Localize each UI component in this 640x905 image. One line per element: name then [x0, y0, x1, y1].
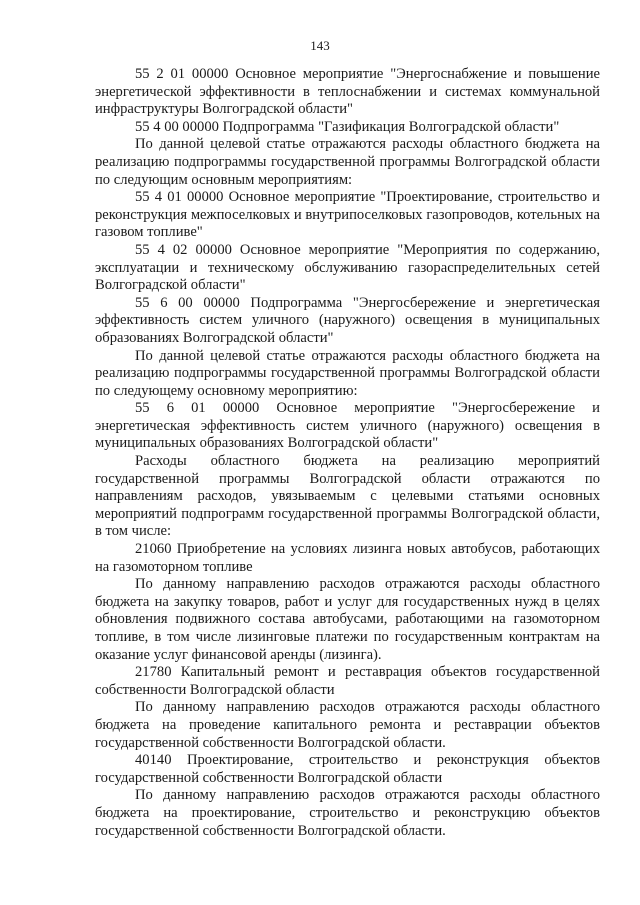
paragraph: 55 4 01 00000 Основное мероприятие "Проектирование, строительство и реконструкция межпоселковых и внутрипоселковых газопроводов, котельных на газовом топливе" [95, 189, 600, 241]
paragraph: 21780 Капитальный ремонт и реставрация объектов государственной собственности Волгоградской области [95, 664, 600, 698]
paragraph: 55 2 01 00000 Основное мероприятие "Энергоснабжение и повышение энергетической эффективности в теплоснабжении и системах коммунальной инфраструктуры Волгоградской области" [95, 66, 600, 118]
paragraph: Расходы областного бюджета на реализацию мероприятий государственной программы Волгоградской области отражаются по направлениям расходов, увязываемым с целевыми статьями основных мероприятий подпрограмм государственной программы Волгоградской области, в том числе: [95, 453, 600, 540]
paragraph: По данной целевой статье отражаются расходы областного бюджета на реализацию подпрограммы государственной программы Волгоградской области по следующему основному мероприятию: [95, 347, 600, 399]
paragraph: 55 4 00 00000 Подпрограмма "Газификация Волгоградской области" [135, 118, 560, 135]
paragraph: По данному направлению расходов отражаются расходы областного бюджета на проектирование, строительство и реконструкцию объектов государственной собственности Волгоградской области. [95, 787, 600, 839]
paragraph: 55 6 00 00000 Подпрограмма "Энергосбережение и энергетическая эффективность систем уличного (наружного) освещения в муниципальных образованиях Волгоградской области" [95, 294, 600, 346]
paragraph: По данному направлению расходов отражаются расходы областного бюджета на закупку товаров, работ и услуг для государственных нужд в целях обновления подвижного состава автобусами, работающими на газомоторном топливе, в том числе лизинговые платежи по государственным контрактам на оказание услуг финансовой аренды (лизинга). [95, 576, 600, 663]
paragraph: 21060 Приобретение на условиях лизинга новых автобусов, работающих на газомоторном топливе [95, 541, 600, 575]
document-body [95, 66, 600, 840]
paragraph: По данной целевой статье отражаются расходы областного бюджета на реализацию подпрограммы государственной программы Волгоградской области по следующим основным мероприятиям: [95, 136, 600, 188]
paragraph: 40140 Проектирование, строительство и реконструкция объектов государственной собственности Волгоградской области [95, 752, 600, 786]
paragraph: 55 6 01 00000 Основное мероприятие "Энергосбережение и энергетическая эффективность систем уличного (наружного) освещения в муниципальных образованиях Волгоградской области" [95, 400, 600, 452]
paragraph: 55 4 02 00000 Основное мероприятие "Мероприятия по содержанию, эксплуатации и техническому обслуживанию газораспределительных сетей Волгоградской области" [95, 241, 600, 294]
page-number: 143 [310, 38, 330, 53]
paragraph: По данному направлению расходов отражаются расходы областного бюджета на проведение капитального ремонта и реставрации объектов государственной собственности Волгоградской области. [95, 699, 600, 751]
